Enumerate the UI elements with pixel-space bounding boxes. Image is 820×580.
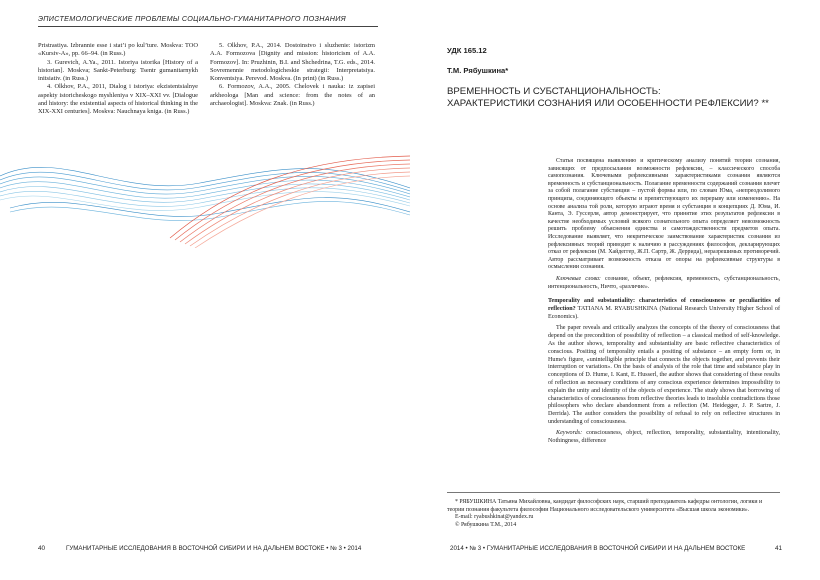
keywords-en — [548, 430, 780, 446]
keywords-ru-text: сознание, объект, рефлексия, временность, субстанциональность, интенциональность, Ничто, «различие». — [548, 275, 780, 290]
en-author: TATIANA M. RYABUSHKINA (National Research University Higher School of Economics). — [548, 305, 780, 320]
reference-item: 3. Gurevich, A.Ya., 2011. Istoriya istorika [History of a historian]. Moskva; Sankt-Peterburg: Tsentr gumanitarnykh initsiativ. (in Russ.) — [38, 58, 198, 83]
en-heading — [548, 298, 780, 321]
abstract-en-text: The paper reveals and critically analyzes the concepts of the theory of consciousness that depend on the precondition of possibility of reflection – a classical method of self-knowledge. As the author shows, temporality and substantiality are basic reflective characteristics of conscious. Positing of temporality entails a positing of substance – an empty form or, in Hume's figure, «unintelligible principle that connects the objects together, and prevents their interruption or variation». On the basis of analysis of the role that time and substance play in conceptions of D. Hume, I. Kant, E. Husserl, the author shows that considering of these results of reflection as necessary conditions of any conscious experience determines impossibility to explain the unity and identity of the objects of experience. The study shows that borrowing of characteristics of consciousness from reflective theories leads to insoluble contradictions those philosophers who declare abandonment from a reflection (M. Heidegger, J. P. Sartre, J. Derrida). The author considers the possibility of refusal to rely on reflective structures in understanding of consciousness. — [548, 325, 780, 425]
udk-code: УДК 165.12 — [447, 46, 487, 55]
footnote-copyright: © Рябушкина Т.М., 2014 — [455, 521, 517, 528]
keywords-en-text: consciousness, object, reflection, temporality, substantiality, intentionality, Nothingness, difference — [548, 429, 780, 444]
article-title-line-1: ВРЕМЕННОСТЬ И СУБСТАНЦИОНАЛЬНОСТЬ: — [447, 86, 661, 97]
reference-item: 4. Olkhov, P.A., 2011, Dialog i istoriya: ekzistentsialnye aspekty istoricheskogo myshleniya v XIX–XXI vv. [Dialogue and history: the existential aspects of historical thinking in the XIX-XXI centuries]. Moskva: Nauchnaya kniga. (in Russ.) — [38, 83, 198, 116]
reference-item: Pristrastiya. Izbrannie esse i stat’i po kul’ture. Moskva: TOO «Kursiv-A», pp. 66–94. (in Russ.) — [38, 42, 198, 58]
reference-item: 5. Olkhov, P.A., 2014. Dostoinstvo i sluzhenie: istorizm A.A. Formozova [Dignity and mission: historicism of A.A. Formozov]. In: Pruzhinin, B.I. and Shchedrina, T.G. eds., 2014. Sovremennie metodologicheskie strategii: Interpretatsiya. Konventsiya. Perevod. Moskva. (In print) (in Russ.) — [210, 42, 375, 83]
abstract-ru-text: Статья посвящена выявлению и критическому анализу понятий теории сознания, зависящих от предпосылания возможности рефлексии, – классического способа самопознания. Ключевыми рефлексивными характеристиками сознания являются временность и субстанциональность. Полагание временности содержаний сознания влечет за собой полагание субстанции – пустой формы или, по словам Юма, «непреодолимого принципа, соединяющего объекты и препятствующего их перерыву или изменению». На основе анализа той роли, которую играют время и субстанция в концепциях Д. Юма, И. Канта, Э. Гуссерля, автор демонстрирует, что принятие этих результатов рефлексии в качестве необходимых условий всякого сознательного опыта определяет невозможность решить проблему объяснения единства и самотождественности предметов опыта. Исследование выявляет, что некритическое заимствование характеристик сознания из рефлексивных теорий приводит к наличию в рассуждениях философов, декларирующих отказ от рефлексии (М. Хайдеггер, Ж.П. Сартр, Ж. Деррида), неразрешимых противоречий. Автор рассматривает возможность отказа от опоры на рефлексивные структуры в осмыслении сознания. — [548, 158, 780, 271]
abstract-english — [548, 298, 780, 445]
running-head: ЭПИСТЕМОЛОГИЧЕСКИЕ ПРОБЛЕМЫ СОЦИАЛЬНО-ГУМАНИТАРНОГО ПОЗНАНИЯ — [38, 14, 378, 27]
reference-item: 6. Formozov, A.A., 2005. Chelovek i nauka: iz zapisei arkheologa [Man and science: from the notes of an archaeologist]. Moskva: Znak. (in Russ.) — [210, 83, 375, 108]
article-title-line-2: ХАРАКТЕРИСТИКИ СОЗНАНИЯ ИЛИ ОСОБЕННОСТИ РЕФЛЕКСИИ? ** — [447, 98, 769, 109]
decorative-waves — [0, 128, 410, 248]
footnote-main: * РЯБУШКИНА Татьяна Михайловна, кандидат философских наук, старший преподаватель кафедры онтологии, логики и теории познания факультета философии Национального исследовательского университета «Высшая школа экономики». — [447, 499, 763, 513]
en-title: Temporality and substantiality: characteristics of consciousness or peculiarities of reflection? — [548, 298, 780, 312]
article-author: Т.М. Рябушкина* — [447, 66, 509, 75]
keywords-ru — [548, 276, 780, 291]
abstract-russian — [548, 158, 780, 291]
page-number-right: 41 — [775, 545, 783, 552]
references-column-2 — [210, 42, 375, 108]
journal-footer-left: ГУМАНИТАРНЫЕ ИССЛЕДОВАНИЯ В ВОСТОЧНОЙ СИБИРИ И НА ДАЛЬНЕМ ВОСТОКЕ • № 3 • 2014 — [66, 545, 362, 552]
references-column-1 — [38, 42, 198, 117]
keywords-ru-label: Ключевые слова: — [556, 275, 601, 282]
author-footnote — [447, 492, 780, 529]
journal-footer-right: 2014 • № 3 • ГУМАНИТАРНЫЕ ИССЛЕДОВАНИЯ В ВОСТОЧНОЙ СИБИРИ И НА ДАЛЬНЕМ ВОСТОКЕ — [450, 545, 746, 552]
article-title — [447, 86, 787, 110]
keywords-en-label: Keywords: — [556, 429, 583, 436]
page-number-left: 40 — [38, 545, 46, 552]
footnote-email: E-mail: ryabushkinat@yandex.ru — [455, 514, 534, 520]
